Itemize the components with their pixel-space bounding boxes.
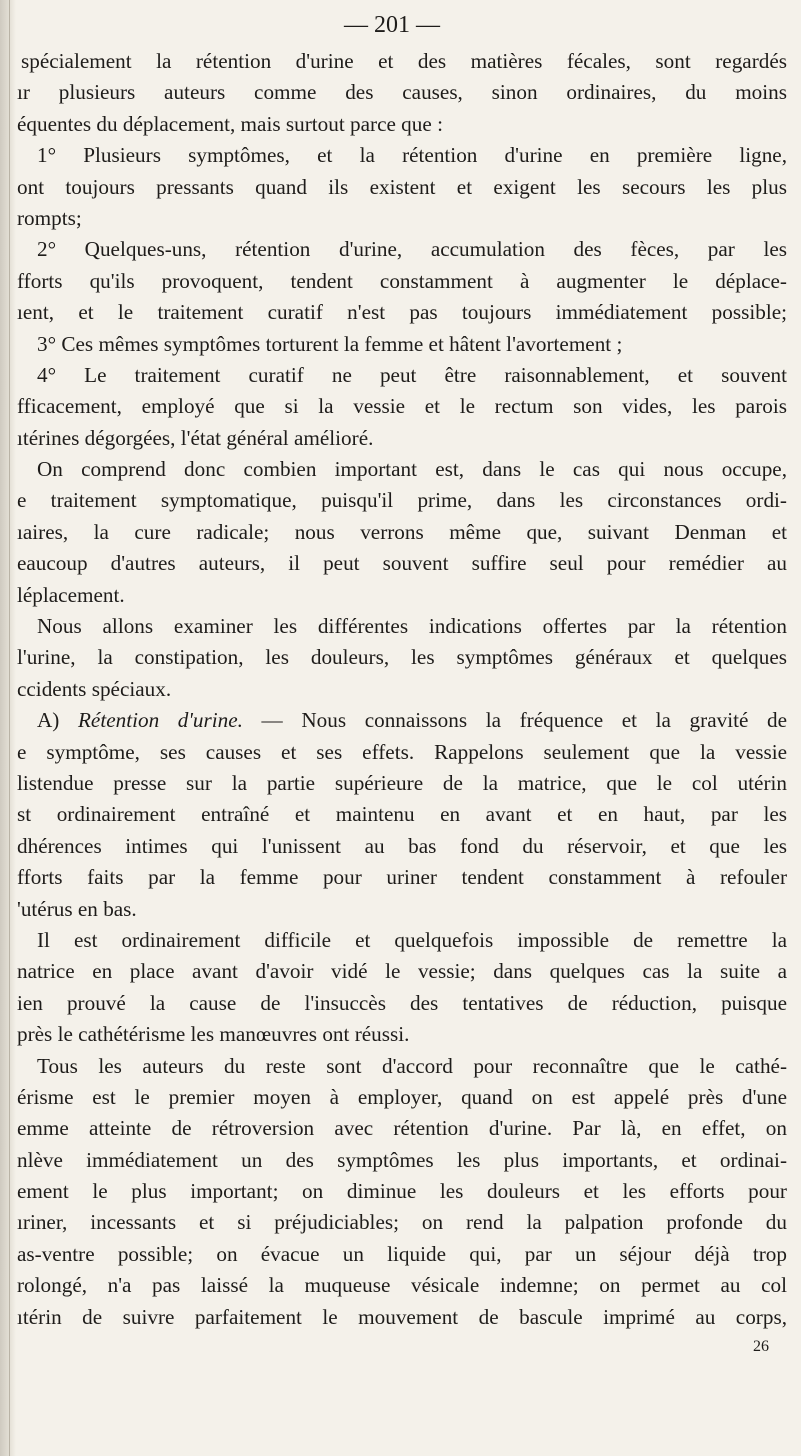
text-line: près le cathétérisme les manœuvres ont réussi. [17, 1022, 410, 1047]
text-line: ement le plus important; on diminue les douleurs et les efforts pour [17, 1179, 787, 1204]
text-line: fforts faits par la femme pour uriner tendent constamment à refouler [17, 865, 787, 890]
section-label: A) [37, 708, 60, 733]
text-line: e symptôme, ses causes et ses effets. Rappelons seulement que la vessie [17, 739, 787, 764]
text-line: fforts qu'ils provoquent, tendent constamment à augmenter le déplace- [17, 268, 787, 293]
text-line: 1° Plusieurs symptômes, et la rétention d'urine en première ligne, [37, 143, 787, 168]
page-number: — 201 — [344, 12, 440, 38]
signature-mark: 26 [753, 1338, 769, 1356]
text-line: e traitement symptomatique, puisqu'il prime, dans les circonstances ordi- [17, 488, 787, 513]
text-line: rolongé, n'a pas laissé la muqueuse vésicale indemne; on permet au col [17, 1273, 787, 1298]
text-line: dhérences intimes qui l'unissent au bas fond du réservoir, et que les [17, 833, 787, 858]
text-line: ccidents spéciaux. [17, 676, 172, 701]
text-line: érisme est le premier moyen à employer, quand on est appelé près d'une [17, 1084, 787, 1109]
text-line: spécialement la rétention d'urine et des matières fécales, sont regardés [21, 49, 787, 73]
text-line: natrice en place avant d'avoir vidé le vessie; dans quelques cas la suite a [17, 959, 787, 984]
text-line: ien prouvé la cause de l'insuccès des tentatives de réduction, puisque [17, 990, 787, 1015]
text-line: nlève immédiatement un des symptômes les plus importants, et ordinai- [17, 1147, 787, 1172]
binding-edge [0, 0, 16, 1456]
text-line: ont toujours pressants quand ils existent et exigent les secours les plus [17, 174, 787, 199]
section-lead-text: — Nous connaissons la fréquence et la gravité de [242, 708, 787, 733]
text-line: équentes du déplacement, mais surtout parce que : [17, 111, 443, 136]
text-line: emme atteinte de rétroversion avec rétention d'urine. Par là, en effet, on [17, 1116, 787, 1141]
text-line: Il est ordinairement difficile et quelquefois impossible de remettre la [37, 927, 787, 952]
text-line: ıent, et le traitement curatif n'est pas toujours immédiatement possible; [17, 300, 787, 325]
text-line: 'utérus en bas. [17, 896, 137, 921]
text-line: On comprend donc combien important est, dans le cas qui nous occupe, [37, 457, 787, 482]
text-line: listendue presse sur la partie supérieure de la matrice, que le col utérin [17, 770, 787, 795]
text-line: rompts; [17, 205, 82, 230]
binding-line [9, 0, 10, 1456]
text-line: as-ventre possible; on évacue un liquide qui, par un séjour déjà trop [17, 1241, 787, 1266]
page-body [17, 0, 787, 1361]
text-line: léplacement. [17, 582, 125, 607]
section-title: Rétention d'urine. [77, 708, 243, 733]
text-line: fficacement, employé que si la vessie et le rectum son vides, les parois [17, 394, 787, 419]
text-line: ıtérin de suivre parfaitement le mouvement de bascule imprimé au corps, [17, 1304, 787, 1329]
text-line: ıaires, la cure radicale; nous verrons même que, suivant Denman et [17, 519, 787, 544]
text-line: ır plusieurs auteurs comme des causes, sinon ordinaires, du moins [17, 80, 787, 105]
text-line: 3° Ces mêmes symptômes torturent la femme et hâtent l'avortement ; [37, 331, 623, 356]
text-line: 4° Le traitement curatif ne peut être raisonnablement, et souvent [37, 362, 787, 387]
text-line: 2° Quelques-uns, rétention d'urine, accumulation des fèces, par les [37, 237, 787, 262]
text-line: Tous les auteurs du reste sont d'accord pour reconnaître que le cathé- [37, 1053, 787, 1078]
text-line: l'urine, la constipation, les douleurs, les symptômes généraux et quelques [17, 645, 787, 670]
text-line: Nous allons examiner les différentes indications offertes par la rétention [37, 614, 787, 639]
text-line: ıriner, incessants et si préjudiciables; on rend la palpation profonde du [17, 1210, 787, 1235]
text-line: eaucoup d'autres auteurs, il peut souvent suffire seul pour remédier au [17, 551, 787, 576]
paragraph-text [17, 46, 787, 1333]
text-line: st ordinairement entraîné et maintenu en avant et en haut, par les [17, 802, 787, 827]
section-heading-line [17, 705, 787, 736]
text-line: ıtérines dégorgées, l'état général amélioré. [17, 425, 374, 450]
